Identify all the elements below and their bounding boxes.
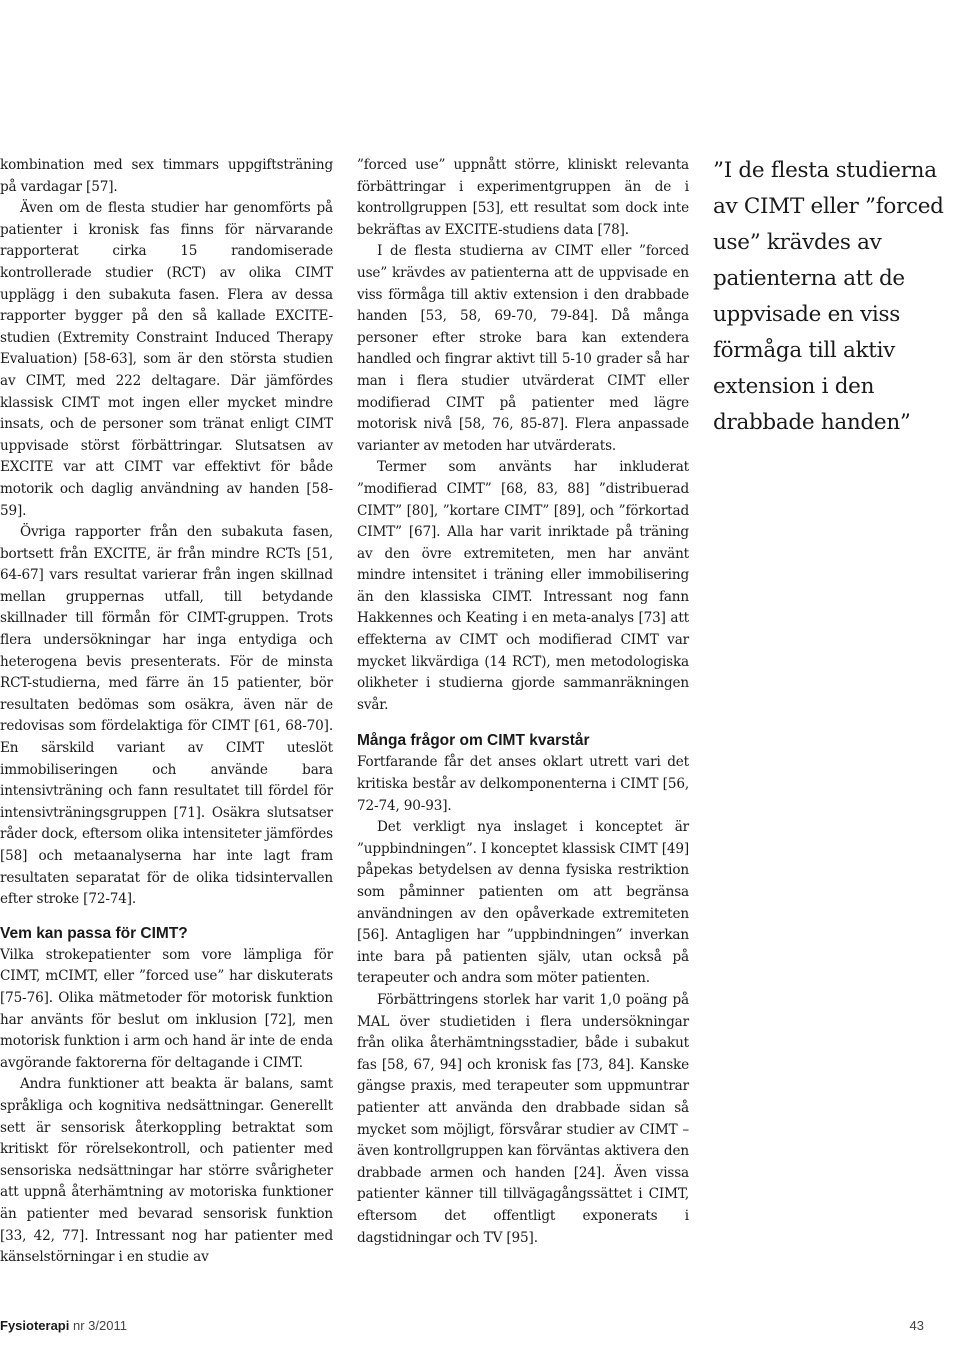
page-number: 43 xyxy=(909,1318,924,1333)
paragraph: Även om de flesta studier har genomförts på patienter i kronisk fas finns för närvarande rapporterat cirka 15 randomiserade kontrollerade studier (RCT) av olika CIMT upplägg i den subakuta fasen. Flera av dessa rapporter bygger på den så kallade EXCITE-studien (Extremity Constraint Induced Therapy Evaluation) [58-63], som är den största studien av CIMT, med 222 deltagare. Där jämfördes klassisk CIMT mot ingen eller mycket mindre insats, och de personer som tränat enligt CIMT uppvisade störst förbättringar. Slutsatsen av EXCITE var att CIMT var effektivt för både motorik och daglig användning av handen [58-59]. xyxy=(0,200,333,519)
issue-number: nr 3/2011 xyxy=(72,1318,127,1333)
section-heading: Många frågor om CIMT kvarstår xyxy=(357,732,590,750)
article-column-1 xyxy=(0,155,333,1269)
pull-quote: ”I de flesta studierna av CIMT eller ”forced use” krävdes av patienterna att de uppvisade en viss förmåga till aktiv extension i den drabbade handen” xyxy=(713,158,944,435)
paragraph: ”forced use” uppnått större, kliniskt relevanta förbättringar i experimentgruppen än de i kontrollgruppen [53], ett resultat som dock inte bekräftas av EXCITE-studiens data [78]. xyxy=(357,157,689,238)
paragraph: Övriga rapporter från den subakuta fasen, bortsett från EXCITE, är från mindre RCTs [51, 64-67] vars resultat varierar från ingen skillnad mellan gruppernas utfall, till betydande skillnader till förmån för CIMT-gruppen. Trots flera undersökningar har inga entydiga och heterogena bevis presenterats. För de minsta RCT-studierna, med färre än 15 patienter, bör resultaten bedömas som osäkra, även när de redovisas som fördelaktiga för CIMT [61, 68-70]. En särskild variant av CIMT uteslöt immobiliseringen och använde bara intensivträning och fann resultatet till fördel för intensivträningsgruppen [71]. Osäkra slutsatser råder dock, eftersom olika intensiteter jämfördes [58] och metaanalyserna har inte lagt fram resultaten separatat för de olika tidsintervallen efter stroke [72-74]. xyxy=(0,524,333,908)
section-heading: Vem kan passa för CIMT? xyxy=(0,924,188,942)
paragraph: Vilka strokepatienter som vore lämpliga för CIMT, mCIMT, eller ”forced use” har diskuterats [75-76]. Olika mätmetoder för motorisk funktion har använts för beslut om inklusion [72], men motorisk funktion i arm och hand är inte de enda avgörande faktorerna för deltagande i CIMT. xyxy=(0,946,333,1071)
paragraph: Termer som använts har inkluderat ”modifierad CIMT” [68, 83, 88] ”distribuerad CIMT” [80], ”kortare CIMT” [89], och ”förkortad CIMT” [67]. Alla har varit inriktade på träning av den övre extremiteten, men har använt mindre intensitet i träning eller immobilisering än den klassiska CIMT. Intressant nog fann Hakkennes och Keating i en meta-analys [73] att effekterna av CIMT och modifierad CIMT var mycket likvärdiga (14 RCT), men metodologiska olikheter i studierna gjorde sammanräkningen svår. xyxy=(357,459,689,713)
footer-publication xyxy=(0,1318,127,1333)
paragraph: I de flesta studierna av CIMT eller ”forced use” krävdes av patienterna att de uppvisade en viss förmåga till aktiv extension i den drabbade handen [53, 58, 69-70, 79-84]. Då många personer efter stroke bara kan extendera handled och fingrar aktivt till 5-10 grader så har man i flera studier utvärderat CIMT eller modifierad CIMT på patienter med lägre motorisk nivå [58, 76, 85-87]. Flera anpassade varianter av metoden har utvärderats. xyxy=(357,243,689,454)
paragraph: Förbättringens storlek har varit 1,0 poäng på MAL över studietiden i flera undersökningar från olika återhämtningsstadier, både i subakut fas [58, 67, 94] och kronisk fas [73, 84]. Kanske gängse praxis, med terapeuter som uppmuntrar patienter att använda den drabbade sidan så mycket som möjligt, försvårar studier av CIMT – även kontrollgruppen kan förväntas aktivera den drabbade armen och handen [24]. Även vissa patienter känner till tillvägagångssättet i CIMT, eftersom det offentligt exponerats i dagstidningar och TV [95]. xyxy=(357,991,689,1246)
article-column-2 xyxy=(357,155,689,1249)
paragraph: kombination med sex timmars uppgiftsträning på vardagar [57]. xyxy=(0,157,333,195)
paragraph: Andra funktioner att beakta är balans, samt språkliga och kognitiva nedsättningar. Generellt sett är sensorisk återkoppling betraktat som kritiskt för rörelsekontroll, och patienter med sensoriska nedsättningar har större svårigheter att uppnå återhämtning av motoriska funktioner än patienter med bevarad sensorisk funktion [33, 42, 77]. Intressant nog har patienter med känselstörningar i en studie av xyxy=(0,1076,333,1266)
paragraph: Fortfarande får det anses oklart utrett vari det kritiska består av delkomponenterna i CIMT [56, 72-74, 90-93]. xyxy=(357,754,689,814)
magazine-name: Fysioterapi xyxy=(0,1318,70,1333)
paragraph: Det verkligt nya inslaget i konceptet är ”uppbindningen”. I konceptet klassisk CIMT [49] påpekas betydelsen av denna fysiska restriktion som påminner patienten om att begränsa användningen av den opåverkade extremiteten [56]. Antagligen har ”uppbindningen” inverkan inte bara på patienten själv, utan också på terapeuter och andra som möter patienten. xyxy=(357,819,689,987)
